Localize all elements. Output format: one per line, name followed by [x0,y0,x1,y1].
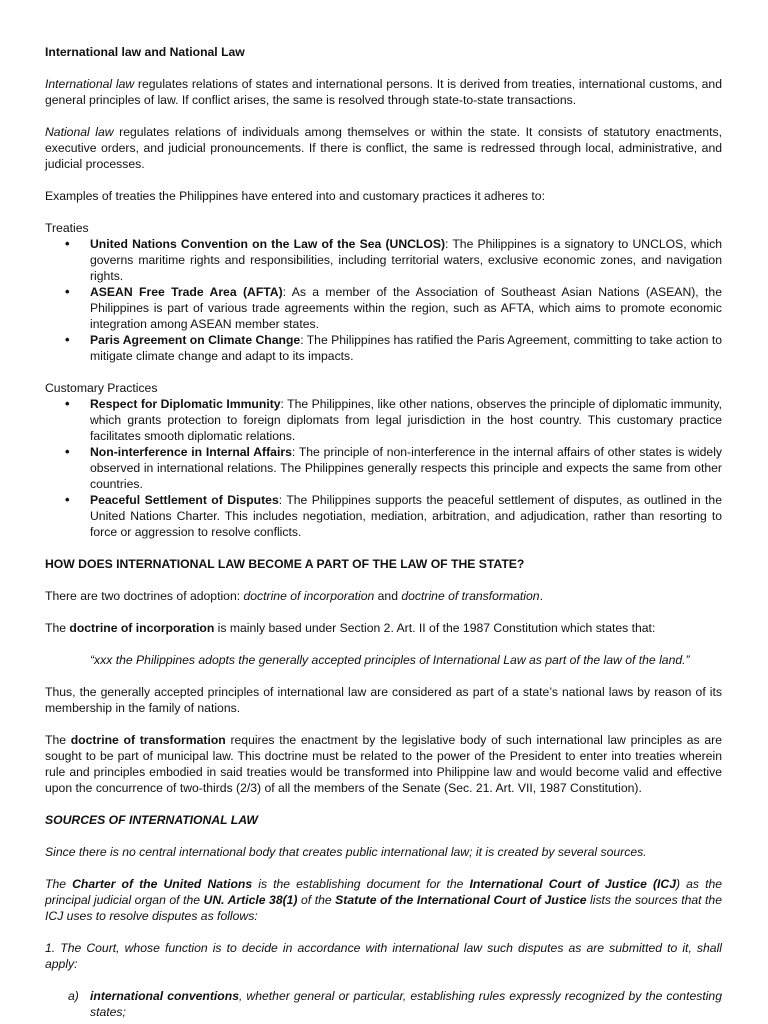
doctrines-paragraph: There are two doctrines of adoption: doctrine of incorporation and doctrine of transformation. [45,589,543,603]
national-law-definition: National law regulates relations of individuals among themselves or within the state. It consists of statutory enactments, executive orders, and judicial pronouncements. If there is conflict, the same is redressed through local, administrative, and judicial processes. [45,125,723,171]
court-paragraph: 1. The Court, whose function is to decide in accordance with international law such disputes as are submitted to it, shall apply: [45,941,722,971]
list-item: • Paris Agreement on Climate Change: The Philippines has ratified the Paris Agreement, committing to take action to mitigate climate change and adapt to its impacts. [45,332,722,364]
thus-paragraph: Thus, the generally accepted principles of international law are considered as part of a state’s national laws by reason of its membership in the family of nations. [45,685,722,715]
list-item: • Respect for Diplomatic Immunity: The Philippines, like other nations, observes the principle of diplomatic immunity, which grants protection to foreign diplomats from legal jurisdiction in the host country. This customary practice facilitates smooth diplomatic relations. [45,396,722,444]
customary-list [45,396,722,540]
sources-heading: SOURCES OF INTERNATIONAL LAW [45,813,258,827]
list-item: • ASEAN Free Trade Area (AFTA): As a member of the Association of Southeast Asian Nations (ASEAN), the Philippines is part of various trade agreements within the region, such as AFTA, which aims to promote economic integration among ASEAN member states. [45,284,722,332]
customary-label: Customary Practices [45,381,158,395]
list-item: • United Nations Convention on the Law of the Sea (UNCLOS): The Philippines is a signatory to UNCLOS, which governs maritime rights and responsibilities, including territorial waters, exclusive economic zones, and navigation rights. [45,236,722,284]
intl-law-definition: International law regulates relations of states and international persons. It is derived from treaties, international customs, and general principles of law. If conflict arises, the same is resolved through state-to-state transactions. [45,77,722,107]
incorporation-paragraph: The doctrine of incorporation is mainly based under Section 2. Art. II of the 1987 Constitution which states that: [45,621,656,635]
examples-intro: Examples of treaties the Philippines have entered into and customary practices it adheres to: [45,189,545,203]
sources-intro: Since there is no central international body that creates public international law; it is created by several sources. [45,845,647,859]
list-item-a: a) international conventions, whether general or particular, establishing rules expressly recognized by the contesting states; [68,989,722,1019]
treaties-label: Treaties [45,221,89,235]
constitution-quote: “xxx the Philippines adopts the generally accepted principles of International Law as part of the law of the land.” [90,653,690,667]
charter-paragraph: The Charter of the United Nations is the establishing document for the International Court of Justice (ICJ) as the principal judicial organ of the UN. Article 38(1) of the Statute of the International Court of Justice lists the sources that the ICJ uses to resolve disputes as follows: [45,877,723,923]
list-item: • Peaceful Settlement of Disputes: The Philippines supports the peaceful settlement of disputes, as outlined in the United Nations Charter. This includes negotiation, mediation, arbitration, and adjudication, rather than resorting to force or aggression to resolve conflicts. [45,492,722,540]
list-item: • Non-interference in Internal Affairs: The principle of non-interference in the internal affairs of other states is widely observed in international relations. The Philippines generally respects this principle and expects the same from other countries. [45,444,722,492]
transformation-paragraph: The doctrine of transformation requires the enactment by the legislative body of such international law principles as are sought to be part of municipal law. This doctrine must be related to the power of the President to enter into treaties wherein rule and principles embodied in said treaties would be transformed into Philippine law and would become valid and effective upon the concurrence of two-thirds (2/3) of all the members of the Senate (Sec. 21. Art. VII, 1987 Constitution). [45,733,722,795]
document-title: International law and National Law [45,45,245,59]
treaties-list [45,236,722,364]
section-heading: HOW DOES INTERNATIONAL LAW BECOME A PART OF THE LAW OF THE STATE? [45,557,525,571]
